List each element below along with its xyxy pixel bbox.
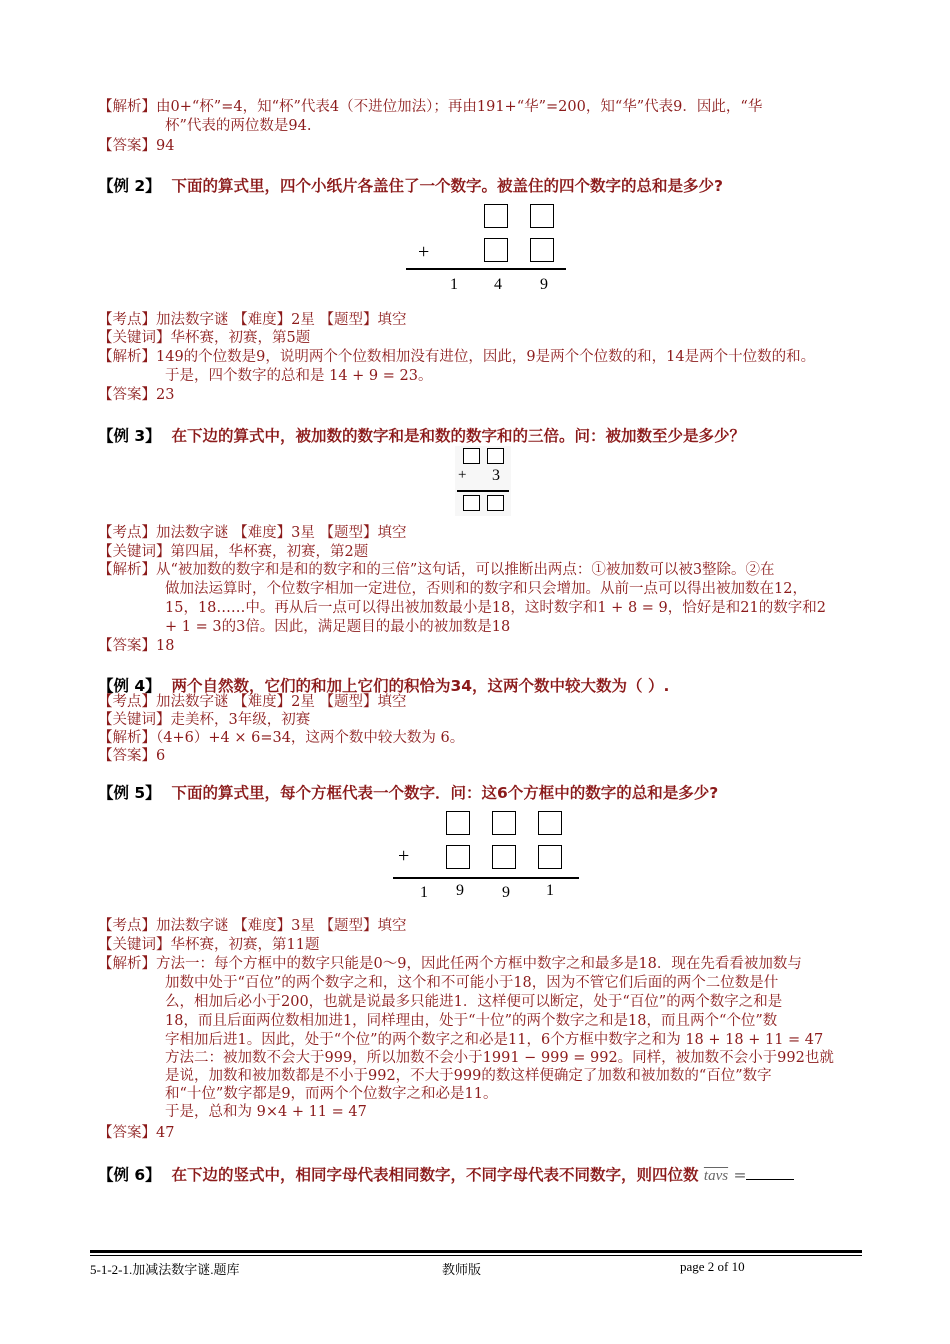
ex2-plus-sign: +: [418, 241, 430, 263]
ex2-box: [484, 204, 508, 228]
ex5-result-digit: 1: [546, 882, 554, 899]
ex2-result-digit: 4: [494, 276, 502, 293]
ex5-sum-rule: [393, 877, 579, 879]
ex5-box: [538, 811, 562, 835]
ex2-box: [530, 238, 554, 262]
ex5-result-digit: 9: [456, 882, 464, 899]
ex5-jiexi-line7: 是说，加数和被加数都是不小于992，不大于999的数这样便确定了加数和被加数的“百位”数字: [165, 1068, 772, 1084]
ex3-puzzle: [455, 446, 511, 516]
ex2-answer: 【答案】23: [98, 387, 175, 403]
ex3-question: 【例 3】 在下边的算式中，被加数的数字和是和数的数字和的三倍。问：被加数至少是多少？: [98, 427, 745, 445]
footer-edition: 教师版: [442, 1262, 482, 1277]
ex3-meta: 【考点】加法数字谜 【难度】3星 【题型】填空: [98, 525, 407, 541]
ex5-box: [538, 845, 562, 869]
ex3-box: [463, 495, 480, 511]
ex2-meta: 【考点】加法数字谜 【难度】2星 【题型】填空: [98, 312, 407, 328]
ex6-overline-number: tavs: [703, 1168, 729, 1184]
ex1-answer: 【答案】94: [98, 138, 175, 154]
ex5-question: 【例 5】 下面的算式里，每个方框代表一个数字．问：这6个方框中的数字的总和是多少?: [98, 784, 719, 802]
ex2-sum-rule: [406, 268, 566, 270]
ex3-jiexi-line3: 15，18……中。再从后一点可以得出被加数最小是18，这时数字和1 + 8 = 9，恰好是和21的数字和2: [165, 600, 826, 616]
ex3-sum-rule: [457, 490, 509, 492]
ex5-jiexi-line3: 么，相加后必小于200，也就是说最多只能进1．这样便可以断定，处于“百位”的两个数字之和是: [165, 994, 783, 1010]
ex5-answer: 【答案】47: [98, 1125, 175, 1141]
ex5-jiexi-line4: 18，而且后面两位数相加进1，同样理由，处于“十位”的两个数字之和是18，而且两个“个位”数: [165, 1013, 778, 1029]
ex3-jiexi-line4: + 1 = 3的3倍。因此，满足题目的最小的被加数是18: [165, 619, 511, 635]
footer-rule-thin: [90, 1255, 862, 1256]
ex2-question: 【例 2】 下面的算式里，四个小纸片各盖住了一个数字。被盖住的四个数字的总和是多少?: [98, 177, 723, 195]
ex5-jiexi-line9: 于是，总和为 9×4 + 11 = 47: [165, 1104, 367, 1120]
ex5-plus-sign: +: [398, 845, 410, 867]
ex1-jiexi-line1: 【解析】由0+“杯”=4，知“杯”代表4（不进位加法）；再由191+“华”=200，知“华”代表9．因此，“华: [98, 99, 763, 115]
ex4-keywords: 【关键词】走美杯，3年级，初赛: [98, 712, 311, 728]
ex6-answer-blank[interactable]: [746, 1165, 794, 1180]
ex3-keywords: 【关键词】第四届，华杯赛，初赛，第2题: [98, 544, 369, 560]
ex3-answer: 【答案】18: [98, 638, 175, 654]
ex2-result-digit: 9: [540, 276, 548, 293]
ex2-jiexi-line2: 于是，四个数字的总和是 14 + 9 = 23。: [165, 368, 433, 384]
ex2-result-digit: 1: [450, 276, 458, 293]
ex6-equals: =: [733, 1166, 747, 1184]
ex3-plus-sign: +: [458, 467, 467, 483]
ex5-box: [492, 845, 516, 869]
ex3-jiexi-line1: 【解析】从“被加数的数字和是和的数字和的三倍”这句话，可以推断出两点：①被加数可以被3整除。②在: [98, 562, 775, 578]
ex3-box: [487, 448, 504, 464]
ex5-box: [492, 811, 516, 835]
ex5-jiexi-line8: 和“十位”数字都是9，而两个个位数字之和必是11。: [165, 1086, 498, 1102]
footer-page-number: page 2 of 10: [680, 1259, 745, 1274]
footer-source: 5-1-2-1.加减法数字谜.题库: [90, 1262, 240, 1277]
ex3-box: [463, 448, 480, 464]
ex5-meta: 【考点】加法数字谜 【难度】3星 【题型】填空: [98, 918, 407, 934]
ex5-keywords: 【关键词】华杯赛，初赛，第11题: [98, 937, 320, 953]
ex2-jiexi-line1: 【解析】149的个位数是9，说明两个个位数相加没有进位，因此，9是两个个位数的和，14是两个十位数的和。: [98, 349, 816, 365]
ex3-addend: 3: [492, 467, 500, 484]
ex1-jiexi-line2: 杯”代表的两位数是94.: [165, 118, 312, 134]
ex4-question: 【例 4】 两个自然数，它们的和加上它们的积恰为34，这两个数中较大数为（ ）.: [98, 677, 670, 695]
ex5-result-digit: 9: [502, 884, 510, 901]
ex5-box: [446, 845, 470, 869]
ex5-jiexi-line2: 加数中处于“百位”的两个数字之和，这个和不可能小于18，因为不管它们后面的两个二位数是什: [165, 975, 779, 991]
ex5-jiexi-line1: 【解析】方法一：每个方框中的数字只能是0～9，因此任两个方框中数字之和最多是18．现在先看看被加数与: [98, 956, 802, 972]
ex5-jiexi-line5: 字相加后进1。因此，处于“个位”的两个数字之和必是11，6个方框中数字之和为 18 + 18 + 11 = 47: [165, 1032, 824, 1048]
footer-rule-thick: [90, 1250, 862, 1253]
ex5-box: [446, 811, 470, 835]
ex5-result-digit: 1: [420, 884, 428, 901]
ex4-meta: 【考点】加法数字谜 【难度】2星 【题型】填空: [98, 694, 407, 710]
ex5-jiexi-line6: 方法二：被加数不会大于999，所以加数不会小于1991 − 999 = 992。同样，被加数不会小于992也就: [165, 1050, 834, 1066]
ex6-question: 【例 6】 在下边的竖式中，相同字母代表相同数字，不同字母代表不同数字，则四位数 tavs =: [98, 1163, 794, 1185]
ex2-keywords: 【关键词】华杯赛，初赛，第5题: [98, 330, 311, 346]
ex4-jiexi: 【解析】（4+6）+4 × 6=34，这两个数中较大数为 6。: [98, 730, 465, 746]
ex2-box: [484, 238, 508, 262]
ex2-box: [530, 204, 554, 228]
ex4-answer: 【答案】6: [98, 748, 166, 764]
ex3-box: [487, 495, 504, 511]
ex3-jiexi-line2: 做加法运算时，个位数字相加一定进位，否则和的数字和只会增加。从前一点可以得出被加数在12，: [165, 581, 807, 597]
